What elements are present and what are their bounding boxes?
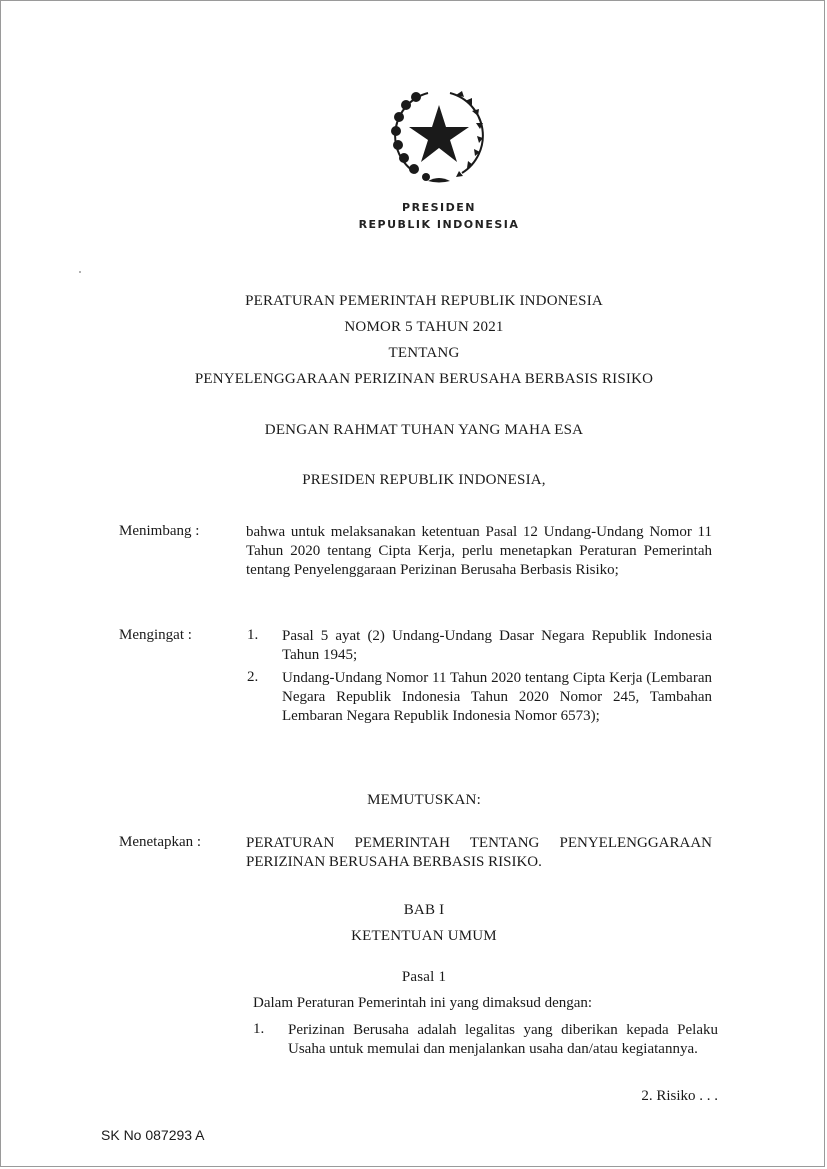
menetapkan-text: PERATURAN PEMERINTAH TENTANG PENYELENGGARAAN PERIZINAN BERUSAHA BERBASIS RISIKO.	[246, 835, 712, 870]
menimbang-text: bahwa untuk melaksanakan ketentuan Pasal 12 Undang-Undang Nomor 11 Tahun 2020 tentang Cipta Kerja, perlu menetapkan Peraturan Pemerintah tentang Penyelenggaraan Perizinan Berusaha Berbasis Risiko;	[246, 524, 712, 578]
document-serial-number: SK No 087293 A	[101, 1127, 205, 1143]
menetapkan-label: Menetapkan :	[119, 834, 202, 850]
mengingat-item-1-text: Pasal 5 ayat (2) Undang-Undang Dasar Negara Republik Indonesia Tahun 1945;	[282, 628, 712, 663]
preamble-president: PRESIDEN REPUBLIK INDONESIA,	[302, 472, 546, 488]
preamble-rahmat: DENGAN RAHMAT TUHAN YANG MAHA ESA	[264, 422, 584, 438]
header-president: PRESIDEN	[402, 201, 476, 214]
mengingat-item-2-number: 2.	[247, 669, 259, 685]
pasal-title: Pasal 1	[401, 969, 447, 985]
header-republic: REPUBLIK INDONESIA	[358, 218, 520, 231]
title-line-2: NOMOR 5 TAHUN 2021	[344, 319, 504, 335]
mengingat-item-2-text: Undang-Undang Nomor 11 Tahun 2020 tentang Cipta Kerja (Lembaran Negara Republik Indonesia Tahun 2020 Nomor 245, Tambahan Lembaran Negara Republik Indonesia Nomor 6573);	[282, 670, 712, 724]
scan-speck	[79, 271, 81, 273]
title-line-4: PENYELENGGARAAN PERIZINAN BERUSAHA BERBASIS RISIKO	[194, 371, 654, 387]
bab-number: BAB I	[403, 902, 445, 918]
presidential-emblem-icon	[386, 81, 492, 187]
mengingat-item-1-number: 1.	[247, 627, 259, 643]
pasal-item-1-number: 1.	[253, 1021, 265, 1037]
pasal-intro: Dalam Peraturan Pemerintah ini yang dimaksud dengan:	[253, 995, 593, 1011]
page-continuation: 2. Risiko . . .	[641, 1088, 718, 1104]
memutuskan-heading: MEMUTUSKAN:	[367, 792, 481, 808]
pasal-item-1-text: Perizinan Berusaha adalah legalitas yang diberikan kepada Pelaku Usaha untuk memulai dan menjalankan usaha dan/atau kegiatannya.	[288, 1022, 718, 1057]
title-line-1: PERATURAN PEMERINTAH REPUBLIK INDONESIA	[245, 293, 603, 309]
bab-title: KETENTUAN UMUM	[351, 928, 497, 944]
mengingat-label: Mengingat :	[119, 627, 192, 643]
title-line-3: TENTANG	[388, 345, 460, 361]
menimbang-label: Menimbang :	[119, 523, 200, 539]
